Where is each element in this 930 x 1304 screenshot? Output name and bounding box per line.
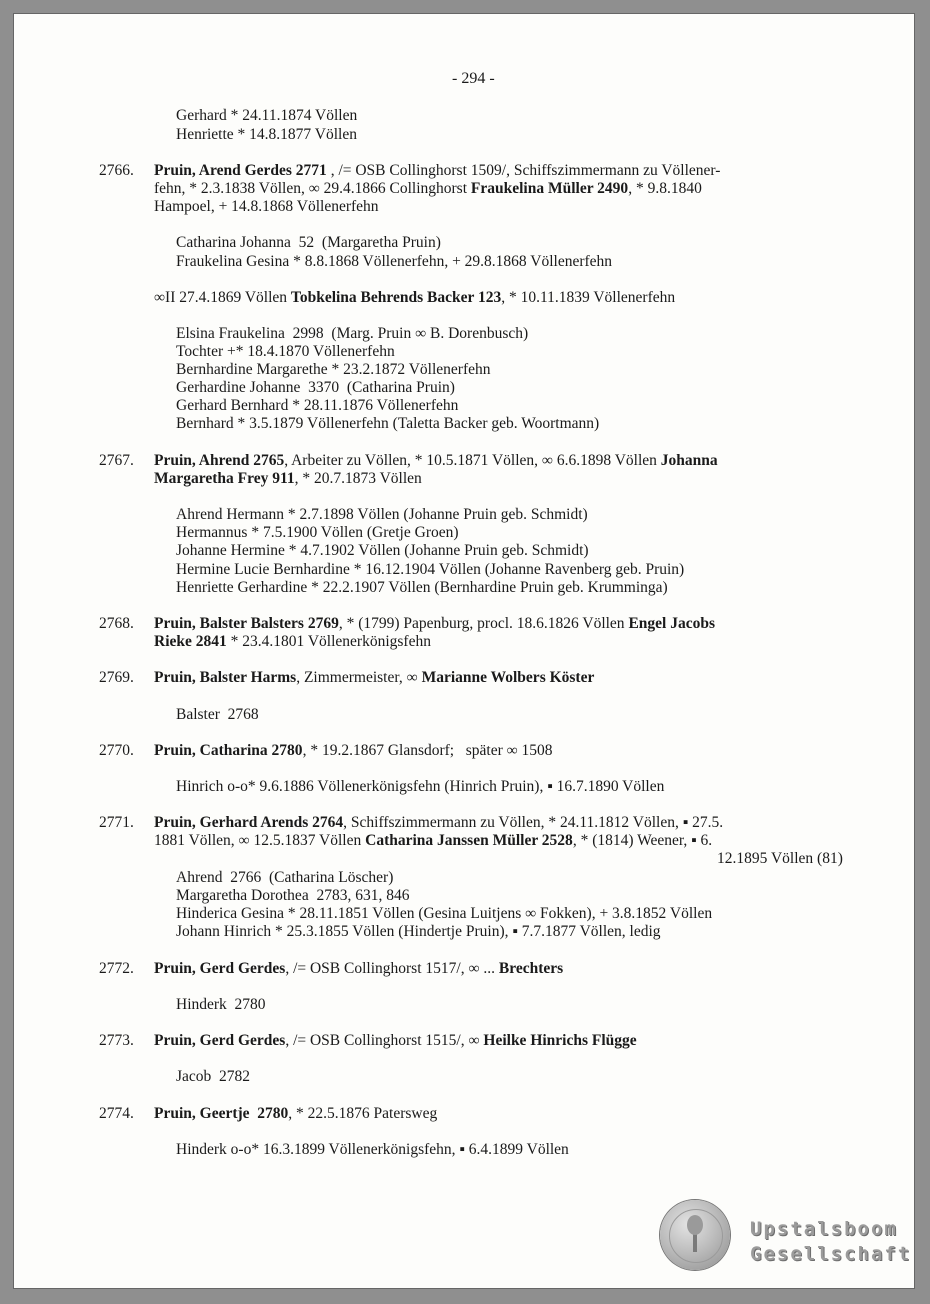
child-line: Margaretha Dorothea 2783, 631, 846 — [176, 887, 410, 904]
entry-number: 2766. — [99, 162, 134, 179]
child-line: Henriette Gerhardine * 22.2.1907 Völlen (Bernhardine Pruin geb. Krumminga) — [176, 579, 668, 596]
child-line: Bernhard * 3.5.1879 Völlenerfehn (Taletta Backer geb. Woortmann) — [176, 415, 600, 432]
child-line: Ahrend Hermann * 2.7.1898 Völlen (Johanne Pruin geb. Schmidt) — [176, 506, 588, 523]
entry-number: 2768. — [99, 615, 134, 632]
entry-text: 1881 Völlen, ∞ 12.5.1837 Völlen Catharina Janssen Müller 2528, * (1814) Weener, ▪ 6. — [154, 832, 713, 849]
child-line: Johanne Hermine * 4.7.1902 Völlen (Johanne Pruin geb. Schmidt) — [176, 542, 589, 559]
child-line: Elsina Fraukelina 2998 (Marg. Pruin ∞ B. Dorenbusch) — [176, 325, 529, 342]
child-line: Catharina Johanna 52 (Margaretha Pruin) — [176, 234, 441, 251]
child-line: Hinderk o-o* 16.3.1899 Völlenerkönigsfehn, ▪ 6.4.1899 Völlen — [176, 1141, 569, 1158]
entry-text: Pruin, Arend Gerdes 2771 , /= OSB Collinghorst 1509/, Schiffszimmermann zu Völlener- — [154, 162, 721, 179]
child-line: Hermannus * 7.5.1900 Völlen (Gretje Groen) — [176, 524, 459, 541]
entry-number: 2772. — [99, 960, 134, 977]
entry-text: Pruin, Gerd Gerdes, /= OSB Collinghorst 1515/, ∞ Heilke Hinrichs Flügge — [154, 1032, 637, 1049]
child-line: Ahrend 2766 (Catharina Löscher) — [176, 869, 394, 886]
entry-number: 2771. — [99, 814, 134, 831]
entry-text: Pruin, Balster Harms, Zimmermeister, ∞ Marianne Wolbers Köster — [154, 669, 595, 686]
child-line: Tochter +* 18.4.1870 Völlenerfehn — [176, 343, 395, 360]
page-number: - 294 - — [452, 70, 495, 87]
child-line: Fraukelina Gesina * 8.8.1868 Völlenerfehn, + 29.8.1868 Völlenerfehn — [176, 253, 613, 270]
entry-text: Margaretha Frey 911, * 20.7.1873 Völlen — [154, 470, 422, 487]
document-page — [13, 13, 915, 1289]
marriage-line: ∞II 27.4.1869 Völlen Tobkelina Behrends Backer 123, * 10.11.1839 Völlenerfehn — [154, 289, 676, 306]
child-line: Gerhard * 24.11.1874 Völlen — [176, 107, 358, 124]
entry-text: Rieke 2841 * 23.4.1801 Völlenerkönigsfehn — [154, 633, 431, 650]
entry-number: 2769. — [99, 669, 134, 686]
child-line: Henriette * 14.8.1877 Völlen — [176, 126, 357, 143]
child-line: Hermine Lucie Bernhardine * 16.12.1904 Völlen (Johanne Ravenberg geb. Pruin) — [176, 561, 685, 578]
entry-text: 12.1895 Völlen (81) — [717, 850, 843, 867]
child-line: Gerhardine Johanne 3370 (Catharina Pruin) — [176, 379, 455, 396]
brand-name-line1: Upstalsboom — [750, 1218, 898, 1240]
child-line: Balster 2768 — [176, 706, 259, 723]
brand-name-line2: Gesellschaft — [750, 1243, 912, 1265]
entry-text: Pruin, Geertje 2780, * 22.5.1876 Patersweg — [154, 1105, 438, 1122]
entry-text: Hampoel, + 14.8.1868 Völlenerfehn — [154, 198, 379, 215]
entry-text: Pruin, Catharina 2780, * 19.2.1867 Glansdorf; später ∞ 1508 — [154, 742, 553, 759]
child-line: Hinderica Gesina * 28.11.1851 Völlen (Gesina Luitjens ∞ Fokken), + 3.8.1852 Völlen — [176, 905, 713, 922]
entry-number: 2774. — [99, 1105, 134, 1122]
tree-icon — [686, 1214, 704, 1254]
entry-number: 2773. — [99, 1032, 134, 1049]
entry-text: Pruin, Balster Balsters 2769, * (1799) Papenburg, procl. 18.6.1826 Völlen Engel Jacobs — [154, 615, 715, 632]
entry-text: Pruin, Gerd Gerdes, /= OSB Collinghorst 1517/, ∞ ... Brechters — [154, 960, 564, 977]
child-line: Jacob 2782 — [176, 1068, 251, 1085]
child-line: Hinrich o-o* 9.6.1886 Völlenerkönigsfehn (Hinrich Pruin), ▪ 16.7.1890 Völlen — [176, 778, 665, 795]
child-line: Johann Hinrich * 25.3.1855 Völlen (Hindertje Pruin), ▪ 7.7.1877 Völlen, ledig — [176, 923, 661, 940]
entry-text: Pruin, Gerhard Arends 2764, Schiffszimmermann zu Völlen, * 24.11.1812 Völlen, ▪ 27.5. — [154, 814, 724, 831]
society-seal-logo — [660, 1200, 730, 1270]
child-line: Gerhard Bernhard * 28.11.1876 Völlenerfehn — [176, 397, 459, 414]
child-line: Hinderk 2780 — [176, 996, 266, 1013]
entry-number: 2767. — [99, 452, 134, 469]
child-line: Bernhardine Margarethe * 23.2.1872 Völlenerfehn — [176, 361, 491, 378]
entry-text: fehn, * 2.3.1838 Völlen, ∞ 29.4.1866 Collinghorst Fraukelina Müller 2490, * 9.8.1840 — [154, 180, 702, 197]
entry-text: Pruin, Ahrend 2765, Arbeiter zu Völlen, * 10.5.1871 Völlen, ∞ 6.6.1898 Völlen Johanna — [154, 452, 718, 469]
entry-number: 2770. — [99, 742, 134, 759]
